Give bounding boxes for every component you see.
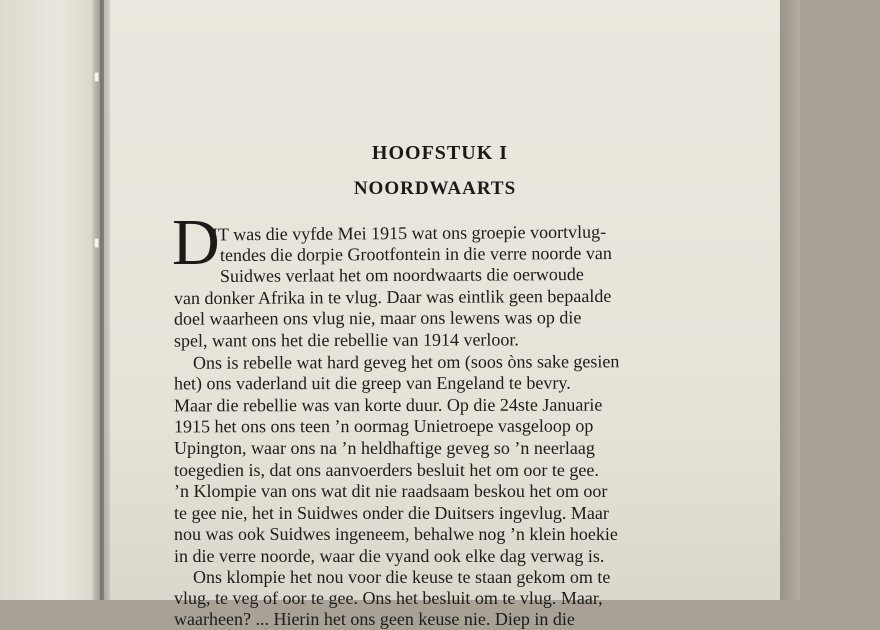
table-surface — [780, 0, 800, 600]
text-line: tendes die dorpie Grootfontein in die verre noorde van — [219, 242, 612, 266]
text-line: Ons is rebelle wat hard geveg het om (soos òns sake gesien — [192, 351, 620, 373]
text-line: nou was ook Suidwes ingeneem, behalwe nog ’n klein hoekie — [174, 524, 618, 544]
text-line: doel waarheen ons vlug nie, maar ons lewens was op die — [173, 307, 582, 329]
text-line: Maar die rebellie was van korte duur. Op die 24ste Januarie — [173, 394, 603, 416]
text-line: waarheen? ... Hierin het ons geen keuse nie. Diep in die — [174, 609, 575, 629]
book-gutter — [92, 0, 110, 600]
drop-cap: D — [172, 206, 220, 279]
text-line: Ons klompie het nou voor die keuse te staan gekom om te — [193, 567, 611, 587]
text-line: te gee nie, het in Suidwes onder die Duitsers ingevlug. Maar — [174, 503, 609, 523]
chapter-number: HOOFSTUK I — [371, 142, 509, 164]
text-line: toegedien is, dat ons aanvoerders besluit het om oor te gee. — [174, 460, 599, 480]
text-line: vlug, te veg of oor te gee. Ons het besluit om te vlug. Maar, — [174, 588, 603, 608]
text-line: Suidwes verlaat het om noordwaarts die oerwoude — [219, 264, 584, 286]
text-line: van donker Afrika in te vlug. Daar was eintlik geen bepaalde — [173, 285, 612, 309]
binding-stitch — [94, 238, 99, 248]
chapter-title: NOORDWAARTS — [353, 178, 517, 199]
text-line: spel, want ons het die rebellie van 1914 verloor. — [173, 329, 519, 351]
text-line: het) ons vaderland uit die greep van Engeland te bevry. — [173, 372, 571, 394]
text-line: Upington, waar ons na ’n heldhaftige geveg so ’n neerlaag — [174, 438, 595, 458]
left-page — [0, 0, 100, 600]
binding-stitch — [94, 72, 99, 82]
text-line: in die verre noorde, waar die vyand ook elke dag verwag is. — [174, 546, 605, 566]
text-line: IT was die vyfde Mei 1915 wat ons groepie voortvlug- — [211, 221, 607, 245]
text-line: 1915 het ons ons teen ’n oormag Unietroepe vasgeloop op — [173, 415, 594, 437]
text-line: ’n Klompie van ons wat dit nie raadsaam beskou het om oor — [174, 481, 608, 501]
